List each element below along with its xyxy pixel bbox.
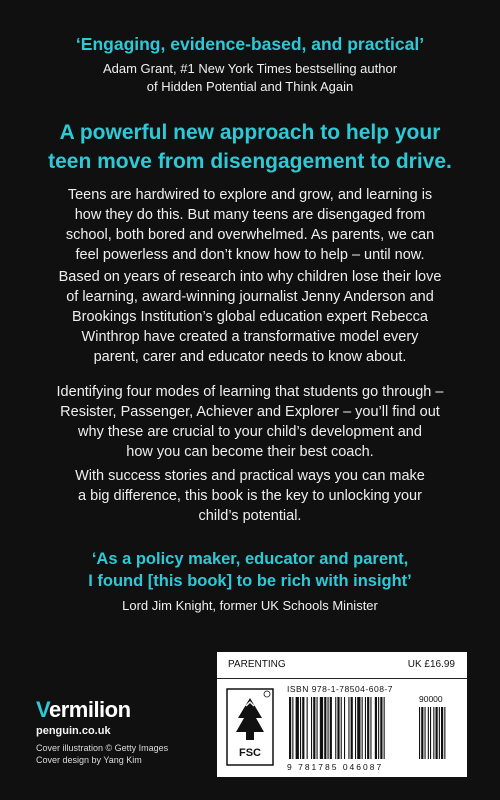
category-label: PARENTING [228, 659, 286, 670]
top-attribution-line-1: Adam Grant, #1 New York Times bestselling author [102, 61, 398, 76]
p4-line: With success stories and practical ways you can make [75, 468, 425, 484]
p3-line: Resister, Passenger, Achiever and Explorer – you’ll find out [60, 404, 440, 420]
top-quote-attribution [0, 60, 500, 96]
vermilion-v-icon: V [36, 697, 49, 722]
credit-illustration: Cover illustration © Getty Images [36, 743, 169, 753]
p2-line: parent, carer and educator needs to know about. [93, 349, 407, 365]
p2-line: Based on years of research into why children lose their love [58, 269, 442, 285]
credit-design: Cover design by Yang Kim [36, 755, 142, 765]
barcode [287, 684, 457, 772]
p2-line: Brookings Institution’s global education expert Rebecca [71, 309, 428, 325]
p4-line: a big difference, this book is the key to unlocking your [78, 488, 422, 504]
isbn-text: ISBN 978-1-78504-608-7 [287, 684, 393, 694]
publisher-logo [36, 697, 131, 723]
bottom-quote [0, 548, 500, 592]
blurb-paragraph-2 [50, 267, 450, 367]
barcode-digits: 9 781785 046087 [287, 762, 384, 772]
price-label: UK £16.99 [407, 659, 455, 670]
fsc-label: FSC [239, 747, 261, 759]
top-quote: ‘Engaging, evidence-based, and practical’ [75, 34, 425, 54]
p3-line: Identifying four modes of learning that students go through – [56, 384, 444, 400]
barcode-bars-icon [287, 697, 457, 761]
p3-line: why these are crucial to your child’s development and [78, 424, 422, 440]
p1-line: Teens are hardwired to explore and grow, and learning is [67, 187, 433, 203]
headline-line-1: A powerful new approach to help your [59, 121, 441, 144]
blurb-paragraph-1 [50, 185, 450, 265]
p3-line: how you can become their best coach. [126, 444, 374, 460]
blurb-paragraph-3 [50, 382, 450, 462]
p2-line: Winthrop have created a transformative model every [81, 329, 419, 345]
bottom-quote-line-2: I found [this book] to be rich with insight’ [88, 572, 412, 590]
p2-line: of learning, award-winning journalist Jenny Anderson and [66, 289, 434, 305]
p1-line: feel powerless and don’t know how to help – until now. [75, 247, 425, 263]
cover-credits [36, 742, 168, 766]
barcode-panel [217, 652, 467, 777]
bottom-quote-line-1: ‘As a policy maker, educator and parent, [91, 550, 409, 568]
fsc-logo-icon [226, 688, 274, 766]
bottom-quote-attribution: Lord Jim Knight, former UK Schools Minister [122, 598, 378, 613]
p1-line: how they do this. But many teens are disengaged from [74, 207, 426, 223]
p1-line: school, both bored and overwhelmed. As parents, we can [65, 227, 435, 243]
publisher-name: ermilion [48, 697, 131, 722]
top-attribution-line-2: of Hidden Potential and Think Again [146, 79, 354, 94]
blurb-paragraph-4 [50, 466, 450, 526]
addon-code: 90000 [419, 694, 443, 704]
headline-line-2: teen move from disengagement to drive. [48, 150, 452, 173]
panel-header [217, 652, 467, 679]
publisher-url: penguin.co.uk [36, 725, 111, 737]
headline [0, 118, 500, 176]
p4-line: child’s potential. [198, 508, 302, 524]
